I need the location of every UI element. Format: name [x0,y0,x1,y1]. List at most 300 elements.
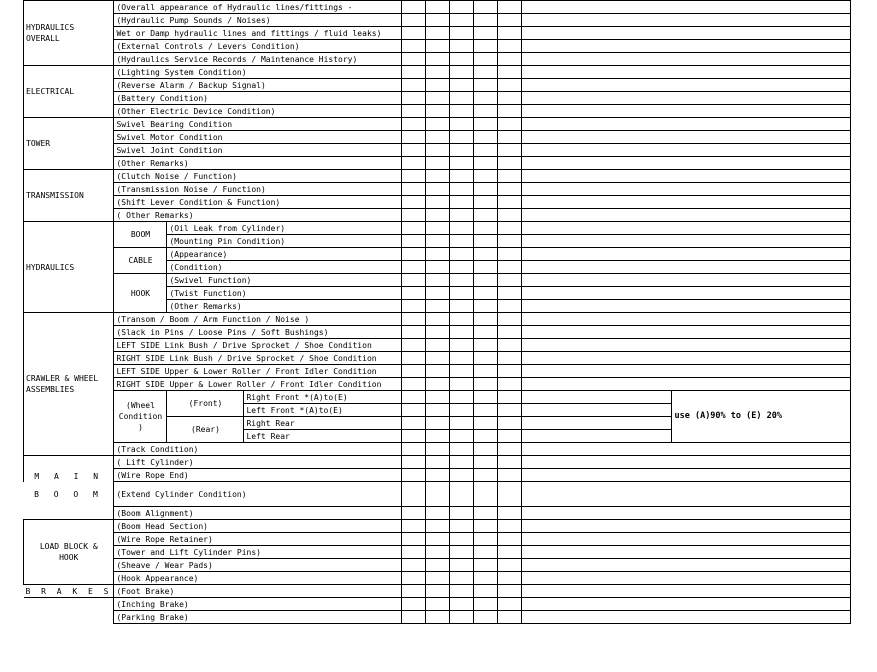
remarks-cell[interactable] [522,598,851,611]
check-cell[interactable] [498,443,522,456]
check-cell[interactable] [450,339,474,352]
check-cell[interactable] [474,248,498,261]
check-cell[interactable] [498,196,522,209]
front-label: (Front) [167,391,244,417]
check-cell[interactable] [498,144,522,157]
check-cell[interactable] [402,27,426,40]
check-cell[interactable] [450,456,474,469]
check-cell[interactable] [498,222,522,235]
check-cell[interactable] [426,170,450,183]
check-cell[interactable] [450,131,474,144]
check-cell[interactable] [426,40,450,53]
check-cell[interactable] [450,144,474,157]
remarks-cell[interactable] [522,79,851,92]
check-cell[interactable] [498,546,522,559]
remarks-cell[interactable] [522,352,851,365]
check-cell[interactable] [402,326,426,339]
check-cell[interactable] [426,53,450,66]
check-cell[interactable] [426,131,450,144]
check-cell[interactable] [474,598,498,611]
check-cell[interactable] [498,235,522,248]
table-row [24,559,851,572]
check-cell[interactable] [450,611,474,624]
check-cell[interactable] [498,391,522,404]
check-cell[interactable] [498,469,522,482]
remarks-cell[interactable] [522,585,851,598]
check-cell[interactable] [426,482,450,507]
remarks-cell[interactable] [522,378,851,391]
check-cell[interactable] [402,611,426,624]
check-cell[interactable] [450,27,474,40]
check-cell[interactable] [450,404,474,417]
check-cell[interactable] [450,118,474,131]
check-cell[interactable] [450,14,474,27]
check-cell[interactable] [498,598,522,611]
remarks-cell[interactable] [522,546,851,559]
check-cell[interactable] [474,14,498,27]
check-cell[interactable] [426,430,450,443]
check-cell[interactable] [498,533,522,546]
check-cell[interactable] [426,585,450,598]
check-cell[interactable] [450,196,474,209]
check-cell[interactable] [474,196,498,209]
remarks-cell[interactable] [522,611,851,624]
remarks-cell[interactable] [522,559,851,572]
check-cell[interactable] [426,183,450,196]
check-cell[interactable] [402,1,426,14]
check-cell[interactable] [498,430,522,443]
remarks-cell[interactable] [522,313,851,326]
check-cell[interactable] [450,79,474,92]
check-cell[interactable] [426,92,450,105]
check-cell[interactable] [426,533,450,546]
check-cell[interactable] [426,520,450,533]
check-cell[interactable] [498,209,522,222]
check-cell[interactable] [402,482,426,507]
check-cell[interactable] [474,378,498,391]
check-cell[interactable] [402,469,426,482]
check-cell[interactable] [402,183,426,196]
remarks-cell[interactable] [522,40,851,53]
item-label: (Hydraulic Pump Sounds / Noises) [114,14,402,27]
check-cell[interactable] [402,456,426,469]
check-cell[interactable] [450,507,474,520]
item-label: (Condition) [167,261,402,274]
check-cell[interactable] [402,520,426,533]
check-cell[interactable] [426,222,450,235]
check-cell[interactable] [402,365,426,378]
remarks-cell[interactable] [522,222,851,235]
check-cell[interactable] [498,14,522,27]
check-cell[interactable] [498,40,522,53]
check-cell[interactable] [402,546,426,559]
check-cell[interactable] [402,209,426,222]
check-cell[interactable] [426,287,450,300]
table-row [24,482,851,507]
remarks-cell[interactable] [522,533,851,546]
remarks-cell[interactable] [522,572,851,585]
check-cell[interactable] [450,378,474,391]
check-cell[interactable] [474,222,498,235]
check-cell[interactable] [474,391,498,404]
check-cell[interactable] [450,391,474,404]
check-cell[interactable] [450,170,474,183]
check-cell[interactable] [402,157,426,170]
remarks-cell[interactable] [522,456,851,469]
check-cell[interactable] [426,209,450,222]
remarks-cell[interactable] [522,417,672,430]
check-cell[interactable] [498,92,522,105]
check-cell[interactable] [474,300,498,313]
check-cell[interactable] [474,105,498,118]
check-cell[interactable] [402,131,426,144]
check-cell[interactable] [450,313,474,326]
check-cell[interactable] [402,352,426,365]
remarks-cell[interactable] [522,300,851,313]
check-cell[interactable] [450,546,474,559]
check-cell[interactable] [426,235,450,248]
check-cell[interactable] [474,27,498,40]
check-cell[interactable] [450,326,474,339]
check-cell[interactable] [450,105,474,118]
check-cell[interactable] [402,274,426,287]
check-cell[interactable] [402,598,426,611]
check-cell[interactable] [474,365,498,378]
check-cell[interactable] [450,274,474,287]
check-cell[interactable] [450,183,474,196]
check-cell[interactable] [474,92,498,105]
check-cell[interactable] [450,365,474,378]
check-cell[interactable] [426,365,450,378]
table-row [24,326,851,339]
check-cell[interactable] [402,248,426,261]
check-cell[interactable] [426,196,450,209]
check-cell[interactable] [426,507,450,520]
check-cell[interactable] [402,14,426,27]
check-cell[interactable] [474,287,498,300]
remarks-cell[interactable] [522,196,851,209]
check-cell[interactable] [402,507,426,520]
check-cell[interactable] [450,585,474,598]
table-row [24,157,851,170]
check-cell[interactable] [450,235,474,248]
check-cell[interactable] [426,559,450,572]
remarks-cell[interactable] [522,170,851,183]
check-cell[interactable] [498,105,522,118]
check-cell[interactable] [402,572,426,585]
check-cell[interactable] [426,118,450,131]
check-cell[interactable] [474,53,498,66]
check-cell[interactable] [498,365,522,378]
remarks-cell[interactable] [522,520,851,533]
check-cell[interactable] [450,92,474,105]
check-cell[interactable] [474,559,498,572]
check-cell[interactable] [450,40,474,53]
check-cell[interactable] [402,417,426,430]
check-cell[interactable] [498,313,522,326]
check-cell[interactable] [450,469,474,482]
check-cell[interactable] [450,66,474,79]
check-cell[interactable] [426,572,450,585]
remarks-cell[interactable] [522,1,851,14]
remarks-cell[interactable] [522,183,851,196]
remarks-cell[interactable] [522,53,851,66]
check-cell[interactable] [402,196,426,209]
remarks-cell[interactable] [522,14,851,27]
check-cell[interactable] [474,274,498,287]
remarks-cell[interactable] [522,27,851,40]
check-cell[interactable] [426,1,450,14]
check-cell[interactable] [450,248,474,261]
check-cell[interactable] [474,209,498,222]
check-cell[interactable] [450,1,474,14]
check-cell[interactable] [426,14,450,27]
check-cell[interactable] [402,92,426,105]
remarks-cell[interactable] [522,131,851,144]
check-cell[interactable] [474,611,498,624]
remarks-cell[interactable] [522,404,672,417]
item-label: (Hydraulics Service Records / Maintenance History) [114,53,402,66]
check-cell[interactable] [474,456,498,469]
check-cell[interactable] [474,443,498,456]
remarks-cell[interactable] [522,339,851,352]
check-cell[interactable] [426,443,450,456]
check-cell[interactable] [474,157,498,170]
check-cell[interactable] [426,378,450,391]
check-cell[interactable] [474,430,498,443]
check-cell[interactable] [426,352,450,365]
remarks-cell[interactable] [522,209,851,222]
check-cell[interactable] [498,507,522,520]
check-cell[interactable] [498,300,522,313]
check-cell[interactable] [498,1,522,14]
table-row [24,131,851,144]
check-cell[interactable] [498,520,522,533]
check-cell[interactable] [450,261,474,274]
check-cell[interactable] [426,313,450,326]
check-cell[interactable] [498,404,522,417]
check-cell[interactable] [498,572,522,585]
wheel-note: use (A)90% to (E) 20% [672,391,851,443]
check-cell[interactable] [498,118,522,131]
check-cell[interactable] [474,40,498,53]
check-cell[interactable] [402,105,426,118]
check-cell[interactable] [474,520,498,533]
check-cell[interactable] [498,287,522,300]
check-cell[interactable] [402,287,426,300]
check-cell[interactable] [474,404,498,417]
check-cell[interactable] [450,157,474,170]
remarks-cell[interactable] [522,443,851,456]
check-cell[interactable] [474,313,498,326]
section-main-boom-line2: B O O M [24,482,114,507]
check-cell[interactable] [450,222,474,235]
check-cell[interactable] [498,248,522,261]
check-cell[interactable] [498,339,522,352]
check-cell[interactable] [474,533,498,546]
check-cell[interactable] [402,144,426,157]
check-cell[interactable] [450,352,474,365]
remarks-cell[interactable] [522,274,851,287]
check-cell[interactable] [426,339,450,352]
item-label: Swivel Motor Condition [114,131,402,144]
check-cell[interactable] [402,300,426,313]
check-cell[interactable] [474,572,498,585]
remarks-cell[interactable] [522,430,672,443]
check-cell[interactable] [498,585,522,598]
check-cell[interactable] [474,482,498,507]
check-cell[interactable] [426,391,450,404]
check-cell[interactable] [498,261,522,274]
check-cell[interactable] [498,482,522,507]
check-cell[interactable] [450,482,474,507]
check-cell[interactable] [498,611,522,624]
check-cell[interactable] [426,274,450,287]
check-cell[interactable] [426,404,450,417]
subsection-hook: HOOK [114,274,167,313]
check-cell[interactable] [498,274,522,287]
remarks-cell[interactable] [522,157,851,170]
check-cell[interactable] [474,118,498,131]
table-row [24,365,851,378]
remarks-cell[interactable] [522,144,851,157]
check-cell[interactable] [498,183,522,196]
check-cell[interactable] [426,66,450,79]
check-cell[interactable] [498,326,522,339]
check-cell[interactable] [402,79,426,92]
check-cell[interactable] [426,417,450,430]
check-cell[interactable] [474,183,498,196]
remarks-cell[interactable] [522,507,851,520]
remarks-cell[interactable] [522,92,851,105]
check-cell[interactable] [426,300,450,313]
check-cell[interactable] [450,533,474,546]
check-cell[interactable] [402,559,426,572]
check-cell[interactable] [426,27,450,40]
check-cell[interactable] [450,443,474,456]
check-cell[interactable] [474,546,498,559]
check-cell[interactable] [474,170,498,183]
check-cell[interactable] [498,157,522,170]
check-cell[interactable] [498,417,522,430]
check-cell[interactable] [474,1,498,14]
check-cell[interactable] [426,469,450,482]
check-cell[interactable] [474,66,498,79]
check-cell[interactable] [402,66,426,79]
check-cell[interactable] [474,261,498,274]
check-cell[interactable] [426,157,450,170]
check-cell[interactable] [450,417,474,430]
check-cell[interactable] [426,598,450,611]
check-cell[interactable] [426,79,450,92]
check-cell[interactable] [450,209,474,222]
check-cell[interactable] [402,222,426,235]
check-cell[interactable] [426,326,450,339]
check-cell[interactable] [402,430,426,443]
check-cell[interactable] [402,391,426,404]
check-cell[interactable] [450,53,474,66]
check-cell[interactable] [450,300,474,313]
check-cell[interactable] [450,287,474,300]
check-cell[interactable] [450,520,474,533]
check-cell[interactable] [402,235,426,248]
check-cell[interactable] [498,79,522,92]
check-cell[interactable] [450,559,474,572]
check-cell[interactable] [402,339,426,352]
item-label: Right Front *(A)to(E) [244,391,402,404]
check-cell[interactable] [426,456,450,469]
check-cell[interactable] [402,533,426,546]
check-cell[interactable] [402,404,426,417]
remarks-cell[interactable] [522,105,851,118]
remarks-cell[interactable] [522,248,851,261]
table-row [24,598,851,611]
check-cell[interactable] [402,261,426,274]
item-label: ( Lift Cylinder) [114,456,402,469]
check-cell[interactable] [474,144,498,157]
check-cell[interactable] [450,430,474,443]
check-cell[interactable] [426,546,450,559]
check-cell[interactable] [474,417,498,430]
check-cell[interactable] [426,261,450,274]
check-cell[interactable] [450,598,474,611]
remarks-cell[interactable] [522,391,672,404]
check-cell[interactable] [498,352,522,365]
check-cell[interactable] [402,313,426,326]
check-cell[interactable] [426,248,450,261]
table-row [24,533,851,546]
check-cell[interactable] [474,585,498,598]
check-cell[interactable] [498,456,522,469]
check-cell[interactable] [450,572,474,585]
remarks-cell[interactable] [522,326,851,339]
remarks-cell[interactable] [522,118,851,131]
check-cell[interactable] [474,339,498,352]
check-cell[interactable] [402,40,426,53]
check-cell[interactable] [498,170,522,183]
check-cell[interactable] [498,66,522,79]
check-cell[interactable] [402,170,426,183]
check-cell[interactable] [402,53,426,66]
check-cell[interactable] [498,27,522,40]
check-cell[interactable] [426,144,450,157]
check-cell[interactable] [474,469,498,482]
remarks-cell[interactable] [522,235,851,248]
check-cell[interactable] [498,559,522,572]
remarks-cell[interactable] [522,261,851,274]
check-cell[interactable] [402,118,426,131]
check-cell[interactable] [474,235,498,248]
remarks-cell[interactable] [522,469,851,482]
check-cell[interactable] [474,79,498,92]
check-cell[interactable] [474,326,498,339]
remarks-cell[interactable] [522,66,851,79]
check-cell[interactable] [474,131,498,144]
remarks-cell[interactable] [522,287,851,300]
check-cell[interactable] [474,507,498,520]
check-cell[interactable] [498,378,522,391]
check-cell[interactable] [498,131,522,144]
check-cell[interactable] [402,378,426,391]
check-cell[interactable] [474,352,498,365]
remarks-cell[interactable] [522,365,851,378]
check-cell[interactable] [426,611,450,624]
check-cell[interactable] [426,105,450,118]
check-cell[interactable] [402,585,426,598]
check-cell[interactable] [402,443,426,456]
check-cell[interactable] [498,53,522,66]
remarks-cell[interactable] [522,482,851,507]
